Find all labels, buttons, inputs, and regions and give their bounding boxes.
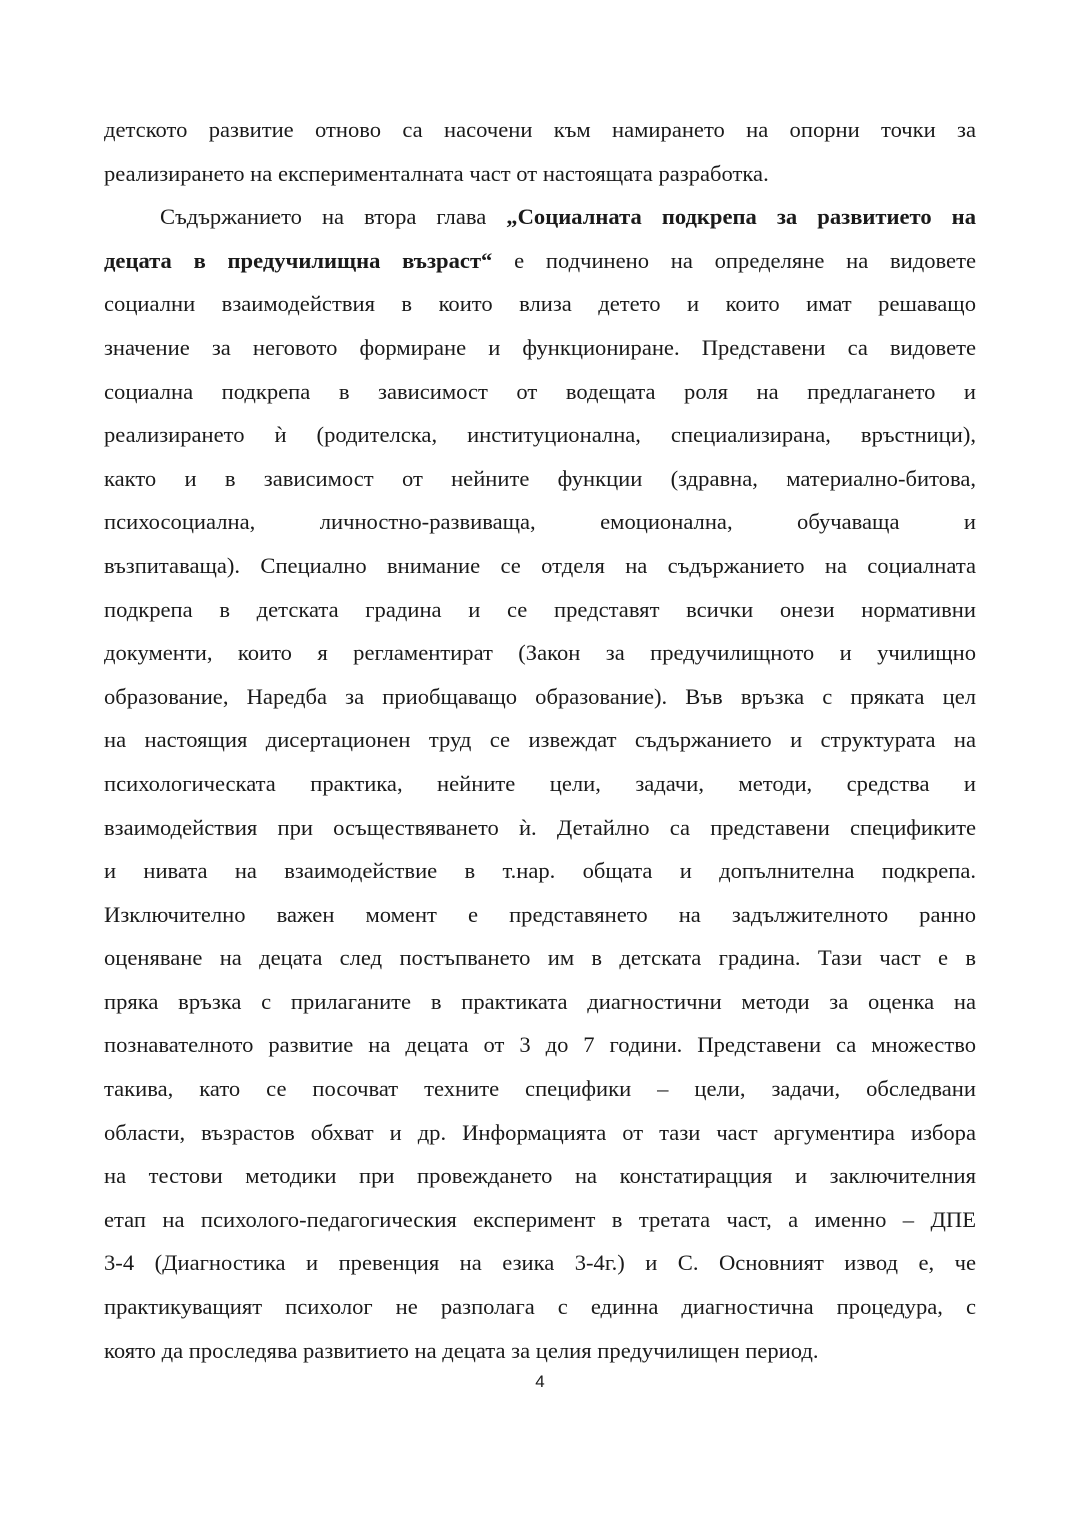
text-line: етап на психолого-педагогическия експеримент в третата част, а именно – ДПЕ: [104, 1206, 976, 1232]
paragraph-intro: Съдържанието на втора глава: [160, 204, 507, 230]
text-line: социална подкрепа в зависимост от водещата роля на предлагането и: [104, 378, 976, 404]
body-text: [104, 108, 976, 1372]
text-line: на настоящия дисертационен труд се извеждат съдържанието и структурата на: [104, 727, 976, 753]
text-line: възпитаваща). Специално внимание се отделя на съдържанието на социалната: [104, 552, 976, 578]
text-line: 3-4 (Диагностика и превенция на езика 3-4г.) и С. Основният извод е, че: [104, 1250, 976, 1276]
text-line: детското развитие отново са насочени към намирането на опорни точки за: [104, 117, 976, 142]
text-line: реализирането на експерименталната част от настоящата разработка.: [104, 160, 769, 186]
text-line: познавателното развитие на децата от 3 до 7 години. Представени са множество: [104, 1032, 976, 1058]
text-line: области, възрастов обхват и др. Информацията от тази част аргументира избора: [104, 1119, 976, 1145]
text-line: пряка връзка с прилаганите в практиката диагностични методи за оценка на: [104, 988, 976, 1014]
text-line: подкрепа в детската градина и се представят всички онези нормативни: [104, 596, 976, 622]
text-line: психологическата практика, нейните цели, задачи, методи, средства и: [104, 770, 976, 796]
text-line: и нивата на взаимодействие в т.нар. общата и допълнителна подкрепа.: [104, 858, 976, 884]
text-line: значение за неговото формиране и функциониране. Представени са видовете: [104, 334, 976, 360]
text-line: както и в зависимост от нейните функции (здравна, материално-битова,: [104, 465, 976, 491]
text-line: взаимодействия при осъществяването ѝ. Детайлно са представени спецификите: [104, 814, 976, 840]
text-line: оценяване на децата след постъпването им в детската градина. Тази част е в: [104, 945, 976, 971]
text-line: [104, 195, 976, 239]
chapter-title: децата в предучилищна възраст“: [104, 247, 493, 273]
text-line: психосоциална, личностно-развиваща, емоционална, обучаваща и: [104, 509, 976, 535]
page-number: 4: [535, 1372, 545, 1391]
text-line: такива, като се посочват техните специфики – цели, задачи, обследвани: [104, 1076, 976, 1102]
text-line: [104, 239, 976, 283]
text-line: образование, Наредба за приобщаващо образование). Във връзка с пряката цел: [104, 683, 976, 709]
text-line: реализирането ѝ (родителска, институционална, специализирана, връстници),: [104, 422, 976, 448]
text-line: практикуващият психолог не разполага с единна диагностична процедура, с: [104, 1294, 976, 1320]
text-line: на тестови методики при провеждането на констатирацция и заключителния: [104, 1163, 976, 1189]
text-line: Изключително важен момент е представянето на задължителното ранно: [104, 901, 976, 927]
text-line: социални взаимодействия в които влиза детето и които имат решаващо: [104, 291, 976, 317]
paragraph-text: е подчинено на определяне на видовете: [492, 247, 976, 273]
text-line: документи, които я регламентират (Закон за предучилищното и училищно: [104, 640, 976, 666]
text-line: която да проследява развитието на децата за целия предучилищен период.: [104, 1337, 819, 1363]
chapter-title: „Социалната подкрепа за развитието на: [506, 204, 976, 230]
